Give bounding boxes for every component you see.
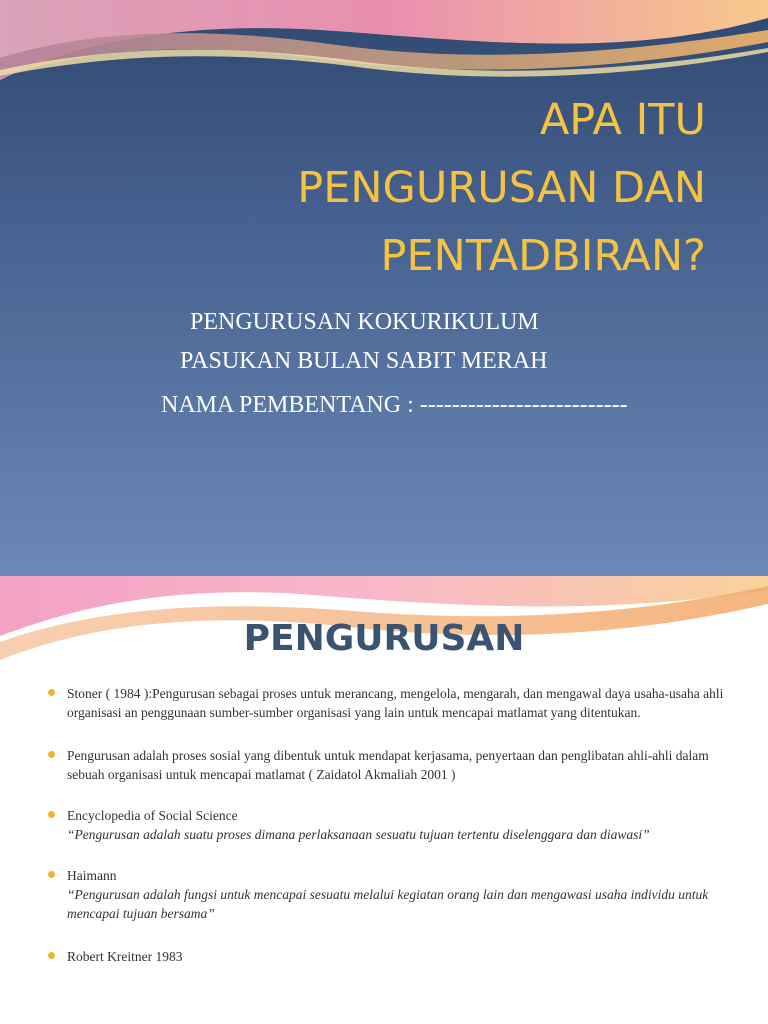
list-item (48, 806, 728, 844)
bullet-text: Stoner ( 1984 ):Pengurusan sebagai proses untuk merancang, mengelola, mengarah, dan mengawal daya usaha-usaha ahli organisasi an penggunaan sumber-sumber organisasi yang lain untuk mencapai matlamat yang ditentukan. (67, 686, 724, 720)
slide-heading: PENGURUSAN (243, 618, 525, 659)
title-line-1: APA ITU (539, 95, 706, 145)
bullet-quote: “Pengurusan adalah suatu proses dimana perlaksanaan sesuatu tujuan tertentu diselenggara dan diawasi” (67, 827, 650, 842)
slide-pengurusan (0, 576, 768, 1024)
list-item (48, 866, 728, 923)
bullet-quote: “Pengurusan adalah fungsi untuk mencapai sesuatu melalui kegiatan orang lain dan mengawasi usaha individu untuk mencapai tujuan bersama” (67, 887, 709, 921)
subtitle-line-3: NAMA PEMBENTANG : -------------------------- (161, 392, 628, 418)
bullet-text: Encyclopedia of Social Science (67, 808, 238, 823)
list-item (48, 746, 728, 784)
bullet-text: Haimann (67, 868, 117, 883)
subtitle-line-2: PASUKAN BULAN SABIT MERAH (180, 348, 548, 374)
bullet-icon (48, 811, 55, 818)
definition-list (48, 684, 728, 966)
list-item (48, 947, 728, 966)
title-line-3: PENTADBIRAN? (380, 231, 706, 281)
title-line-2: PENGURUSAN DAN (297, 163, 706, 213)
list-item (48, 684, 728, 722)
slide-title-heading (200, 86, 706, 290)
subtitle-line-1: PENGURUSAN KOKURIKULUM (190, 309, 539, 335)
bullet-text: Pengurusan adalah proses sosial yang dibentuk untuk mendapat kerjasama, penyertaan dan penglibatan ahli-ahli dalam sebuah organisasi untuk mencapai matlamat ( Zaidatol Akmaliah 2001 ) (67, 748, 709, 782)
bullet-icon (48, 871, 55, 878)
bullet-text: Robert Kreitner 1983 (67, 949, 183, 964)
bullet-icon (48, 751, 55, 758)
bullet-icon (48, 689, 55, 696)
bullet-icon (48, 952, 55, 959)
